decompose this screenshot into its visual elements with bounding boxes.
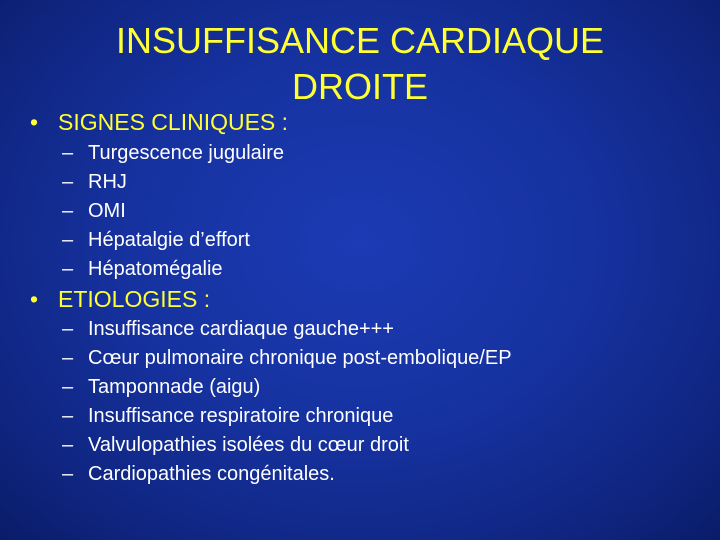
list-item xyxy=(62,431,512,460)
list-item xyxy=(62,315,512,344)
list-item xyxy=(62,460,512,489)
section-heading-signes-cliniques xyxy=(30,108,288,136)
list-item xyxy=(62,226,284,255)
title-line-1: INSUFFISANCE CARDIAQUE xyxy=(115,20,605,61)
list-item-text: RHJ xyxy=(88,171,127,193)
list-item xyxy=(62,373,512,402)
list-item xyxy=(62,402,512,431)
list-item-text: OMI xyxy=(88,200,126,222)
bullet-glyph: • xyxy=(30,109,39,135)
dash-glyph: – xyxy=(62,229,74,251)
list-item-text: Cœur pulmonaire chronique post-embolique/EP xyxy=(88,347,512,369)
dash-glyph: – xyxy=(62,171,74,193)
dash-glyph: – xyxy=(62,200,74,222)
dash-glyph: – xyxy=(62,434,74,456)
list-item xyxy=(62,344,512,373)
etiologies-list xyxy=(62,315,512,489)
bullet-glyph: • xyxy=(30,286,39,312)
list-item-text: Hépatalgie d’effort xyxy=(88,229,250,251)
list-item-text: Valvulopathies isolées du cœur droit xyxy=(88,434,409,456)
dash-glyph: – xyxy=(62,347,74,369)
slide-title xyxy=(80,18,640,110)
list-item xyxy=(62,255,284,284)
list-item-text: Turgescence jugulaire xyxy=(88,142,285,164)
list-item-text: Hépatomégalie xyxy=(88,258,223,280)
dash-glyph: – xyxy=(62,463,74,485)
signes-cliniques-list xyxy=(62,139,284,284)
dash-glyph: – xyxy=(62,258,74,280)
title-line-2: DROITE xyxy=(291,66,428,107)
list-item-text: Insuffisance cardiaque gauche+++ xyxy=(88,318,394,340)
list-item-text: Insuffisance respiratoire chronique xyxy=(88,405,394,427)
dash-glyph: – xyxy=(62,405,74,427)
list-item xyxy=(62,139,284,168)
list-item xyxy=(62,197,284,226)
list-item xyxy=(62,168,284,197)
section-heading-label: ETIOLOGIES : xyxy=(58,286,211,312)
list-item-text: Tamponnade (aigu) xyxy=(88,376,261,398)
dash-glyph: – xyxy=(62,318,74,340)
dash-glyph: – xyxy=(62,142,74,164)
section-heading-etiologies xyxy=(30,285,210,313)
list-item-text: Cardiopathies congénitales. xyxy=(88,463,335,485)
dash-glyph: – xyxy=(62,376,74,398)
section-heading-label: SIGNES CLINIQUES : xyxy=(58,109,289,135)
